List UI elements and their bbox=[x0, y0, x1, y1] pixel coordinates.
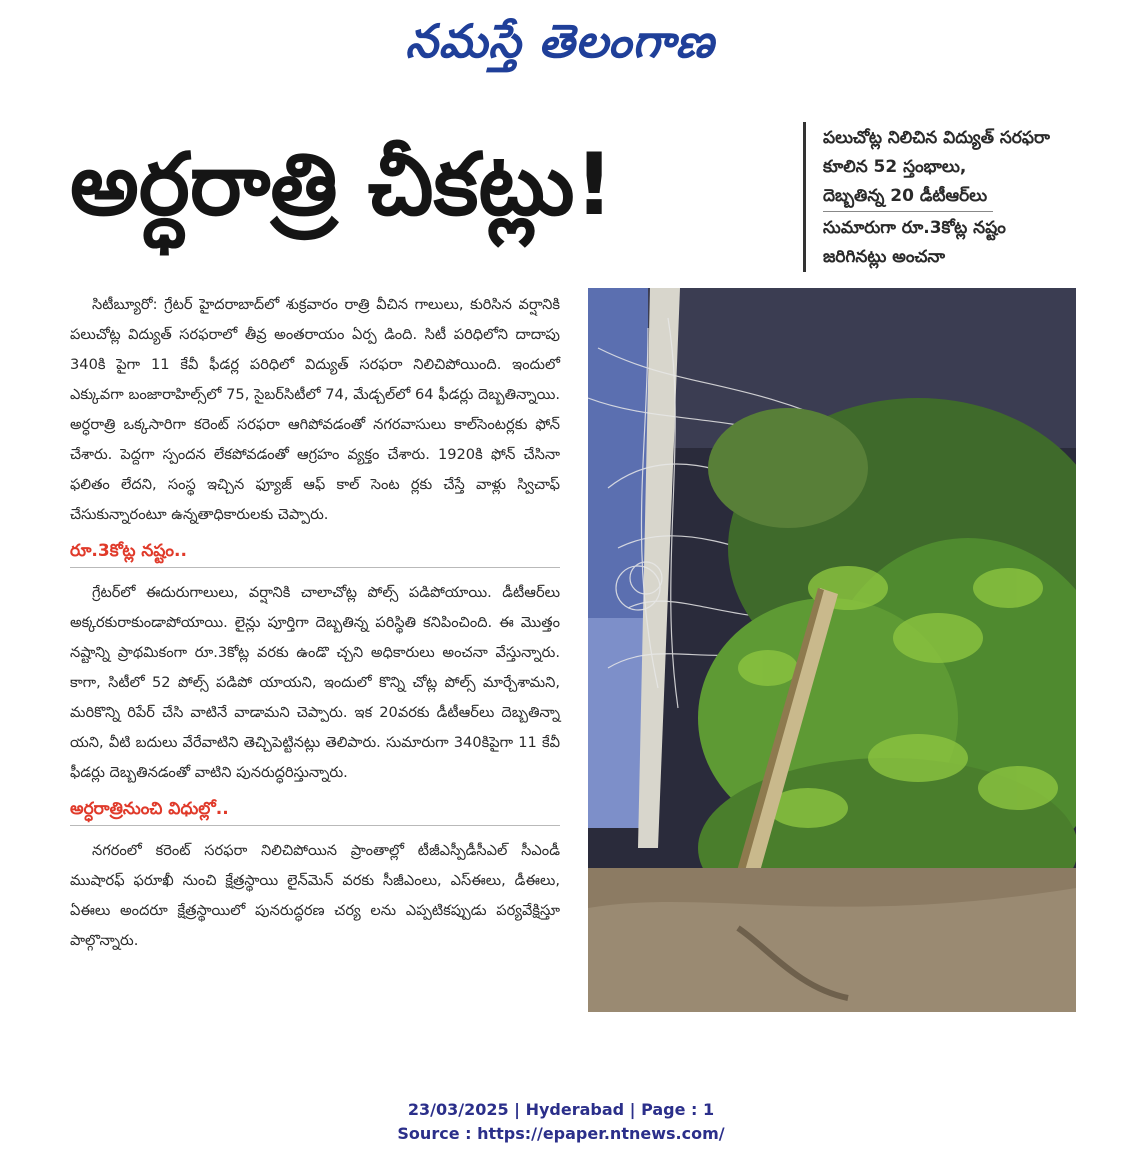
masthead-logo: నమస్తే తెలంగాణ bbox=[405, 14, 715, 68]
kicker-block bbox=[823, 124, 1103, 272]
article-paragraph: గ్రేటర్‌లో ఈదురుగాలులు, వర్షానికి చాలాచోట్ల పోల్స్ పడిపోయాయి. డీటీఆర్‌లు అక్కరకురాకుండాపోయాయి. లైన్లు పూర్తిగా దెబ్బతిన్న పరిస్థితి కనిపించింది. ఈ మొత్తం నష్టాన్ని ప్రాథమికంగా రూ.3కోట్ల వరకు ఉండొ చ్చని అధికారులు అంచనా వేస్తున్నారు. కాగా, సిటీలో 52 పోల్స్ పడిపో యాయని, ఇందులో కొన్ని చోట్ల పోల్స్ మార్చేశామని, మరికొన్ని రిపేర్ చేసి వాటినే వాడామని చెప్పారు. ఇక 20వరకు డీటీఆర్‌లు దెబ్బతిన్నా యని, వీటి బదులు వేరేవాటిని తెచ్చిపెట్టినట్లు తెలిపారు. సుమారుగా 340కిపైగా 11 కేవీ ఫీడర్లు దెబ్బతినడంతో వాటిని పునరుద్ధరిస్తున్నారు. bbox=[70, 584, 560, 781]
headline: అర్ధరాత్రి చీకట్లు! bbox=[70, 135, 614, 235]
page-footer bbox=[0, 1098, 1122, 1146]
kicker-line: పలుచోట్ల నిలిచిన విద్యుత్ సరఫరా bbox=[823, 128, 1050, 148]
kicker-separator bbox=[823, 211, 993, 212]
article-subheading: అర్ధరాత్రినుంచి విధుల్లో.. bbox=[70, 799, 229, 819]
footer-date-line: 23/03/2025 | Hyderabad | Page : 1 bbox=[407, 1100, 715, 1119]
subheading-rule bbox=[70, 825, 560, 826]
kicker-line: దెబ్బతిన్న 20 డీటీఆర్‌లు bbox=[823, 186, 988, 206]
subheading-rule bbox=[70, 567, 560, 568]
news-photo-fallen-pole bbox=[588, 288, 1076, 1012]
article-paragraph: సిటీబ్యూరో: గ్రేటర్ హైదరాబాద్‌లో శుక్రవారం రాత్రి వీచిన గాలులు, కురిసిన వర్షానికి పలుచోట్ల విద్యుత్ సరఫరాలో తీవ్ర అంతరాయం ఏర్ప డింది. సిటీ పరిధిలోని దాదాపు 340కి పైగా 11 కేవీ ఫీడర్ల పరిధిలో విద్యుత్ సరఫరా నిలిచిపోయింది. ఇందులో ఎక్కువగా బంజారాహిల్స్‌లో 75, సైబర్‌సిటీలో 74, మేడ్చల్‌లో 64 ఫీడర్లు దెబ్బతిన్నాయి. అర్ధరాత్రి ఒక్కసారిగా కరెంట్ సరఫరా ఆగిపోవడంతో నగరవాసులు కాల్‌సెంటర్లకు ఫోన్ చేశారు. పెద్దగా స్పందన లేకపోవడంతో ఆగ్రహం వ్యక్తం చేశారు. 1920కి ఫోన్ చేసినా ఫలితం లేదని, సంస్థ ఇచ్చిన ఫ్యూజ్ ఆఫ్ కాల్ సెంట ర్లకు చేస్తే వాళ్లు స్విచాఫ్ చేసుకున్నారంటూ ఉన్నతాధికారులకు చెప్పారు. bbox=[70, 296, 560, 523]
article-body bbox=[70, 290, 560, 956]
footer-source-line: Source : https://epaper.ntnews.com/ bbox=[397, 1124, 725, 1143]
kicker-divider bbox=[803, 122, 806, 272]
article-subheading: రూ.3కోట్ల నష్టం.. bbox=[70, 541, 187, 561]
kicker-line: జరిగినట్లు అంచనా bbox=[823, 247, 946, 267]
kicker-line: కూలిన 52 స్తంభాలు, bbox=[823, 157, 967, 177]
article-paragraph: నగరంలో కరెంట్ సరఫరా నిలిచిపోయిన ప్రాంతాల్లో టీజీఎస్పీడీసీఎల్ సీఎండీ ముషారఫ్ ఫరూఖీ నుంచి క్షేత్రస్థాయి లైన్‌మెన్ వరకు సీజీఎంలు, ఎస్‌ఈలు, డీఈలు, ఏఈలు అందరూ క్షేత్రస్థాయిలో పునరుద్ధరణ చర్య లను ఎప్పటికప్పుడు పర్యవేక్షిస్తూ పాల్గొన్నారు. bbox=[70, 842, 560, 949]
kicker-line: సుమారుగా రూ.3కోట్ల నష్టం bbox=[823, 218, 1006, 238]
